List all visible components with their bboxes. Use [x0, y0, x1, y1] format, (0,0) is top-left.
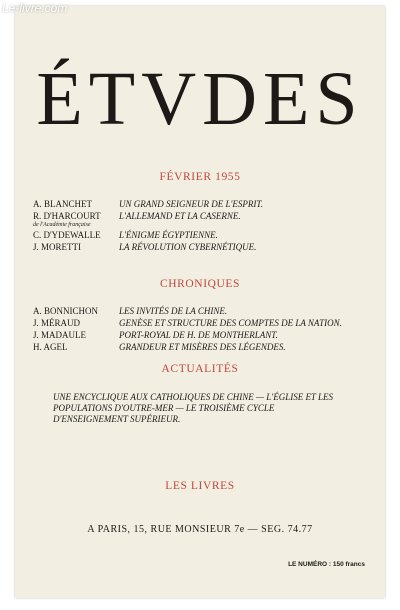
article-author: A. BLANCHET: [33, 199, 92, 209]
livres-heading: LES LIVRES: [165, 480, 235, 492]
actualites-text: UNE ENCYCLIQUE AUX CATHOLIQUES DE CHINE — L'ÉGLISE ET LES POPULATIONS D'OUTRE-MER — LE TROISIÈME CYCLE D'ENSEIGNEMENT SUPÉRIEUR.: [53, 392, 334, 424]
article-title: UN GRAND SEIGNEUR DE L'ESPRIT.: [119, 199, 263, 209]
list-item: [33, 342, 373, 353]
article-author: A. BONNICHON: [33, 306, 98, 316]
magazine-cover: [2, 1, 385, 598]
publisher-address: A PARIS, 15, RUE MONSIEUR 7e — SEG. 74.77: [87, 524, 313, 535]
article-title: L'ÉNIGME ÉGYPTIENNE.: [119, 230, 218, 240]
article-author: J. MÉRAUD: [33, 318, 81, 328]
article-author: H. AGEL: [33, 342, 68, 352]
article-title: GRANDEUR ET MISÈRES DES LÉGENDES.: [119, 342, 286, 352]
article-title: GENÈSE ET STRUCTURE DES COMPTES DE LA NATION.: [119, 318, 342, 328]
list-item: [33, 330, 373, 341]
article-author: J. MADAULE: [33, 330, 86, 340]
price-label: LE NUMÉRO : 150 francs: [288, 561, 365, 568]
issue-date: FÉVRIER 1955: [159, 171, 241, 183]
list-item: [33, 211, 373, 229]
article-title: LA RÉVOLUTION CYBERNÉTIQUE.: [119, 242, 257, 252]
article-title: L'ALLEMAND ET LA CASERNE.: [119, 211, 241, 221]
list-item: [33, 306, 373, 317]
list-item: [33, 199, 373, 210]
list-item: [33, 318, 373, 329]
watermark: Le-livre.com: [2, 1, 68, 15]
article-author: J. MORETTI: [33, 242, 81, 252]
article-author: [33, 211, 119, 229]
actualites-heading: ACTUALITÉS: [161, 363, 239, 375]
article-title: LES INVITÉS DE LA CHINE.: [119, 306, 228, 316]
article-author: C. D'YDEWALLE: [33, 230, 101, 240]
chroniques-heading: CHRONIQUES: [159, 278, 241, 290]
chroniques-list: [33, 306, 373, 354]
author-name: R. D'HARCOURT: [33, 211, 101, 221]
list-item: [33, 242, 373, 253]
main-articles-list: [33, 199, 373, 254]
list-item: [33, 230, 373, 241]
article-title: PORT-ROYAL DE H. DE MONTHERLANT.: [119, 330, 278, 340]
magazine-title: ÉTVDES: [36, 57, 364, 141]
author-note: de l'Académie française: [33, 222, 91, 228]
